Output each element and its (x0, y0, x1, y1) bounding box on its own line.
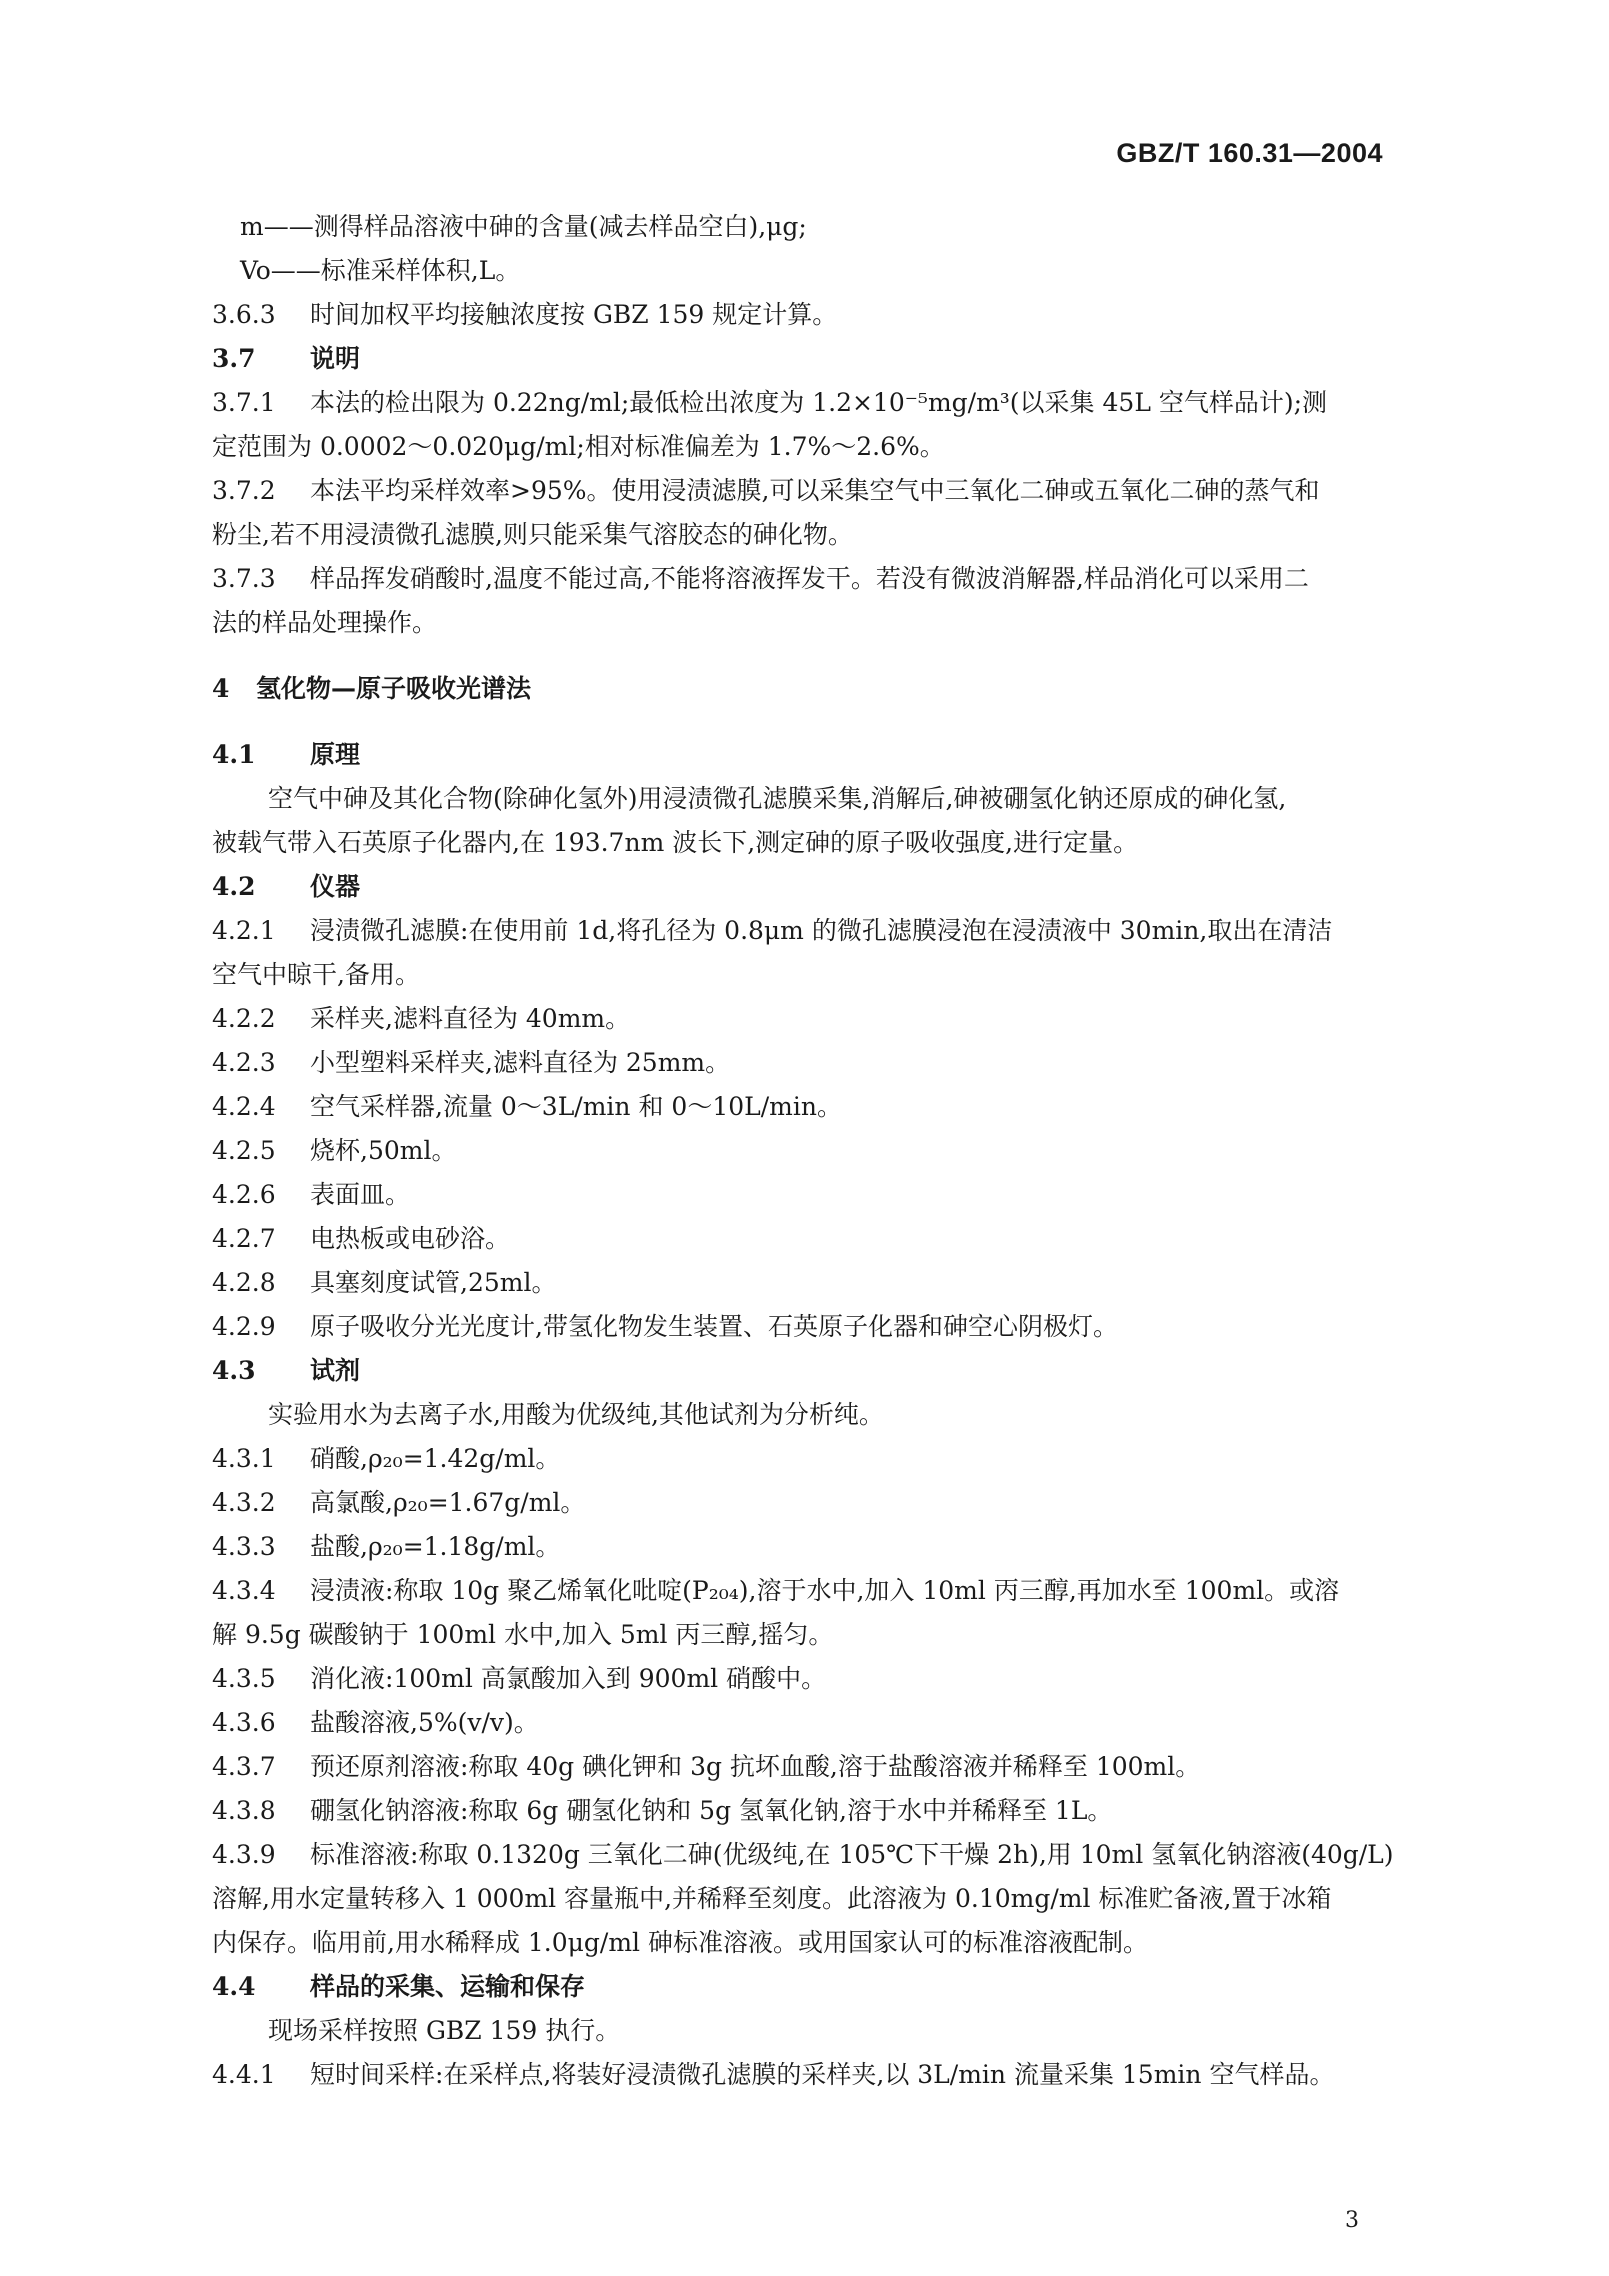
numbered-clause (212, 1833, 1394, 1877)
section-heading (212, 667, 1390, 711)
clause-text: 硝酸,ρ₂₀=1.42g/ml。 (310, 1444, 561, 1473)
clause-text: 采样夹,滤料直径为 40mm。 (310, 1004, 631, 1033)
numbered-clause (212, 1481, 1390, 1525)
clause-number: 4.2.5 (212, 1136, 276, 1165)
paragraph-continuation (212, 1613, 1390, 1657)
numbered-clause (212, 1173, 1390, 1217)
subsection-heading (212, 1349, 1390, 1393)
subsection-heading (212, 865, 1390, 909)
clause-number: 3.7 (212, 344, 256, 373)
numbered-clause (212, 1437, 1390, 1481)
clause-number: 4.3 (212, 1356, 256, 1385)
clause-text: 本法平均采样效率>95%。使用浸渍滤膜,可以采集空气中三氧化二砷或五氧化二砷的蒸气和 (310, 476, 1320, 505)
heading-text: 仪器 (310, 872, 361, 901)
document-body (212, 205, 1394, 2097)
clause-number: 4.3.7 (212, 1752, 276, 1781)
paragraph-continuation (212, 513, 1390, 557)
clause-number: 4.2 (212, 872, 256, 901)
numbered-clause (212, 1569, 1390, 1613)
heading-text: 氢化物—原子吸收光谱法 (256, 674, 532, 703)
clause-number: 4.2.6 (212, 1180, 276, 1209)
clause-number: 4.1 (212, 740, 256, 769)
clause-number: 4.2.9 (212, 1312, 276, 1341)
clause-text: 盐酸,ρ₂₀=1.18g/ml。 (310, 1532, 561, 1561)
clause-number: 4.2.7 (212, 1224, 276, 1253)
clause-number: 4.3.2 (212, 1488, 276, 1517)
clause-number: 4.2.2 (212, 1004, 276, 1033)
clause-number: 4.3.6 (212, 1708, 276, 1737)
numbered-clause (212, 1129, 1390, 1173)
numbered-clause (212, 1657, 1390, 1701)
paragraph-continuation (212, 953, 1390, 997)
line-text: 实验用水为去离子水,用酸为优级纯,其他试剂为分析纯。 (268, 1400, 884, 1429)
clause-text: 小型塑料采样夹,滤料直径为 25mm。 (310, 1048, 731, 1077)
numbered-clause (212, 1525, 1390, 1569)
clause-number: 4.4 (212, 1972, 256, 2001)
line-text: 解 9.5g 碳酸钠于 100ml 水中,加入 5ml 丙三醇,摇匀。 (212, 1620, 834, 1649)
clause-number: 4.3.8 (212, 1796, 276, 1825)
clause-number: 3.7.3 (212, 564, 276, 593)
line-text: 空气中晾干,备用。 (212, 960, 420, 989)
clause-text: 高氯酸,ρ₂₀=1.67g/ml。 (310, 1488, 586, 1517)
variable-definition (212, 249, 1390, 293)
clause-text: 烧杯,50ml。 (310, 1136, 457, 1165)
paragraph (212, 1393, 1390, 1437)
numbered-clause (212, 293, 1390, 337)
numbered-clause (212, 1305, 1390, 1349)
numbered-clause (212, 469, 1390, 513)
paragraph-continuation (212, 425, 1390, 469)
clause-number: 4.2.3 (212, 1048, 276, 1077)
line-text: 溶解,用水定量转移入 1 000ml 容量瓶中,并稀释至刻度。此溶液为 0.10mg/ml 标准贮备液,置于冰箱 (212, 1884, 1332, 1913)
numbered-clause (212, 1041, 1390, 1085)
paragraph (212, 777, 1390, 821)
clause-number: 4.2.8 (212, 1268, 276, 1297)
subsection-heading (212, 733, 1390, 777)
line-text: 被载气带入石英原子化器内,在 193.7nm 波长下,测定砷的原子吸收强度,进行定量。 (212, 828, 1139, 857)
clause-text: 浸渍液:称取 10g 聚乙烯氧化吡啶(P₂₀₄),溶于水中,加入 10ml 丙三醇,再加水至 100ml。或溶 (310, 1576, 1340, 1605)
paragraph (212, 2009, 1390, 2053)
line-text: 现场采样按照 GBZ 159 执行。 (268, 2016, 621, 2045)
numbered-clause (212, 1261, 1390, 1305)
heading-text: 试剂 (310, 1356, 361, 1385)
clause-text: 时间加权平均接触浓度按 GBZ 159 规定计算。 (310, 300, 838, 329)
clause-number: 4.3.5 (212, 1664, 276, 1693)
numbered-clause (212, 557, 1390, 601)
line-text: 粉尘,若不用浸渍微孔滤膜,则只能采集气溶胶态的砷化物。 (212, 520, 853, 549)
subsection-heading (212, 337, 1390, 381)
paragraph-continuation (212, 1921, 1390, 1965)
clause-number: 3.7.2 (212, 476, 276, 505)
heading-text: 原理 (310, 740, 361, 769)
numbered-clause (212, 1085, 1390, 1129)
clause-text: 样品挥发硝酸时,温度不能过高,不能将溶液挥发干。若没有微波消解器,样品消化可以采用二 (310, 564, 1309, 593)
paragraph-continuation (212, 821, 1390, 865)
clause-number: 4 (212, 674, 230, 703)
clause-number: 4.3.3 (212, 1532, 276, 1561)
clause-text: 具塞刻度试管,25ml。 (310, 1268, 557, 1297)
doc-code-header: GBZ/T 160.31—2004 (1116, 138, 1383, 168)
numbered-clause (212, 909, 1390, 953)
clause-number: 4.3.1 (212, 1444, 276, 1473)
clause-text: 空气采样器,流量 0～3L/min 和 0～10L/min。 (310, 1092, 842, 1121)
clause-number: 3.7.1 (212, 388, 276, 417)
clause-text: 硼氢化钠溶液:称取 6g 硼氢化钠和 5g 氢氧化钠,溶于水中并稀释至 1L。 (310, 1796, 1113, 1825)
clause-number: 4.2.1 (212, 916, 276, 945)
clause-number: 4.4.1 (212, 2060, 276, 2089)
clause-text: 本法的检出限为 0.22ng/ml;最低检出浓度为 1.2×10⁻⁵mg/m³(以采集 45L 空气样品计);测 (310, 388, 1328, 417)
clause-number: 4.2.4 (212, 1092, 276, 1121)
clause-number: 3.6.3 (212, 300, 276, 329)
heading-text: 说明 (310, 344, 361, 373)
heading-text: 样品的采集、运输和保存 (310, 1972, 586, 2001)
line-text: 内保存。临用前,用水稀释成 1.0μg/ml 砷标准溶液。或用国家认可的标准溶液配制。 (212, 1928, 1148, 1957)
numbered-clause (212, 1701, 1390, 1745)
subsection-heading (212, 1965, 1390, 2009)
clause-text: 短时间采样:在采样点,将装好浸渍微孔滤膜的采样夹,以 3L/min 流量采集 15min 空气样品。 (310, 2060, 1335, 2089)
paragraph-continuation (212, 601, 1390, 645)
line-text: 定范围为 0.0002～0.020μg/ml;相对标准偏差为 1.7%～2.6%。 (212, 432, 945, 461)
clause-text: 盐酸溶液,5%(v/v)。 (310, 1708, 539, 1737)
clause-number: 4.3.4 (212, 1576, 276, 1605)
numbered-clause (212, 1789, 1390, 1833)
line-text: m——测得样品溶液中砷的含量(减去样品空白),μg; (240, 212, 807, 241)
paragraph-continuation (212, 1877, 1390, 1921)
clause-text: 标准溶液:称取 0.1320g 三氧化二砷(优级纯,在 105℃下干燥 2h),用 10ml 氢氧化钠溶液(40g/L) (310, 1840, 1394, 1869)
clause-text: 预还原剂溶液:称取 40g 碘化钾和 3g 抗坏血酸,溶于盐酸溶液并稀释至 100ml。 (310, 1752, 1201, 1781)
clause-text: 浸渍微孔滤膜:在使用前 1d,将孔径为 0.8μm 的微孔滤膜浸泡在浸渍液中 30min,取出在清洁 (310, 916, 1333, 945)
line-text: Vo——标准采样体积,L。 (240, 256, 521, 285)
numbered-clause (212, 997, 1390, 1041)
clause-text: 消化液:100ml 高氯酸加入到 900ml 硝酸中。 (310, 1664, 827, 1693)
clause-text: 电热板或电砂浴。 (310, 1224, 511, 1253)
variable-definition (212, 205, 1390, 249)
page-number: 3 (1345, 2208, 1359, 2233)
clause-text: 表面皿。 (310, 1180, 411, 1209)
line-text: 空气中砷及其化合物(除砷化氢外)用浸渍微孔滤膜采集,消解后,砷被硼氢化钠还原成的砷化氢, (268, 784, 1287, 813)
clause-number: 4.3.9 (212, 1840, 276, 1869)
clause-text: 原子吸收分光光度计,带氢化物发生装置、石英原子化器和砷空心阴极灯。 (310, 1312, 1118, 1341)
line-text: 法的样品处理操作。 (212, 608, 438, 637)
numbered-clause (212, 1745, 1390, 1789)
numbered-clause (212, 381, 1390, 425)
numbered-clause (212, 1217, 1390, 1261)
numbered-clause (212, 2053, 1390, 2097)
